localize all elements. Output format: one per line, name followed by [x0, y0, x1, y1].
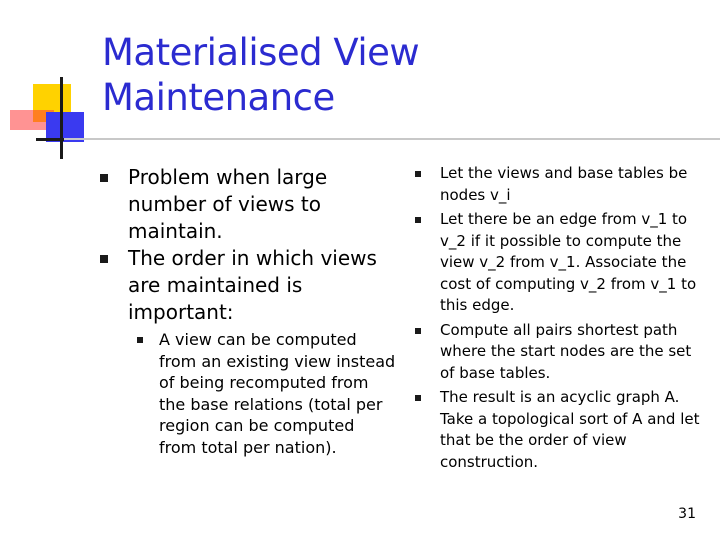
- bullet-text: The order in which views are maintained is important:: [128, 246, 377, 324]
- slide-title: [102, 30, 662, 120]
- sub-bullet-text: A view can be computed from an existing view instead of being recomputed from the base relations (total per region can be computed from total per nation).: [159, 330, 396, 457]
- left-column: [96, 164, 396, 459]
- bullet-text: Let the views and base tables be nodes v_i: [440, 164, 688, 204]
- square-bullet-icon: [415, 328, 421, 334]
- page-number: 31: [678, 506, 696, 522]
- bullet-text: Let there be an edge from v_1 to v_2 if it possible to compute the view v_2 from v_1. Associate the cost of computing v_2 from v_1 to this edge.: [440, 210, 697, 314]
- decor-horizontal-tick: [36, 138, 64, 141]
- sub-bullet-list: [96, 329, 396, 459]
- square-bullet-icon: [100, 255, 108, 263]
- decor-vertical-line: [60, 77, 63, 159]
- bullet-item: [410, 163, 710, 206]
- square-bullet-icon: [137, 337, 143, 343]
- bullet-text: Problem when large number of views to maintain.: [128, 165, 328, 243]
- square-bullet-icon: [415, 395, 421, 401]
- right-column: [410, 163, 710, 476]
- bullet-text: The result is an acyclic graph A. Take a topological sort of A and let that be the order of view construction.: [440, 388, 700, 471]
- bullet-item: [96, 245, 396, 326]
- title-line-1: Materialised View: [102, 31, 420, 74]
- bullet-item: [96, 164, 396, 245]
- bullet-text: Compute all pairs shortest path where the start nodes are the set of base tables.: [440, 320, 692, 382]
- bullet-item: [410, 320, 710, 385]
- title-divider: [36, 138, 720, 140]
- bullet-item: [410, 209, 710, 317]
- square-bullet-icon: [100, 174, 108, 182]
- square-bullet-icon: [415, 217, 421, 223]
- square-bullet-icon: [415, 171, 421, 177]
- sub-bullet-item: [96, 329, 396, 459]
- bullet-item: [410, 387, 710, 473]
- title-line-2: Maintenance: [102, 76, 335, 119]
